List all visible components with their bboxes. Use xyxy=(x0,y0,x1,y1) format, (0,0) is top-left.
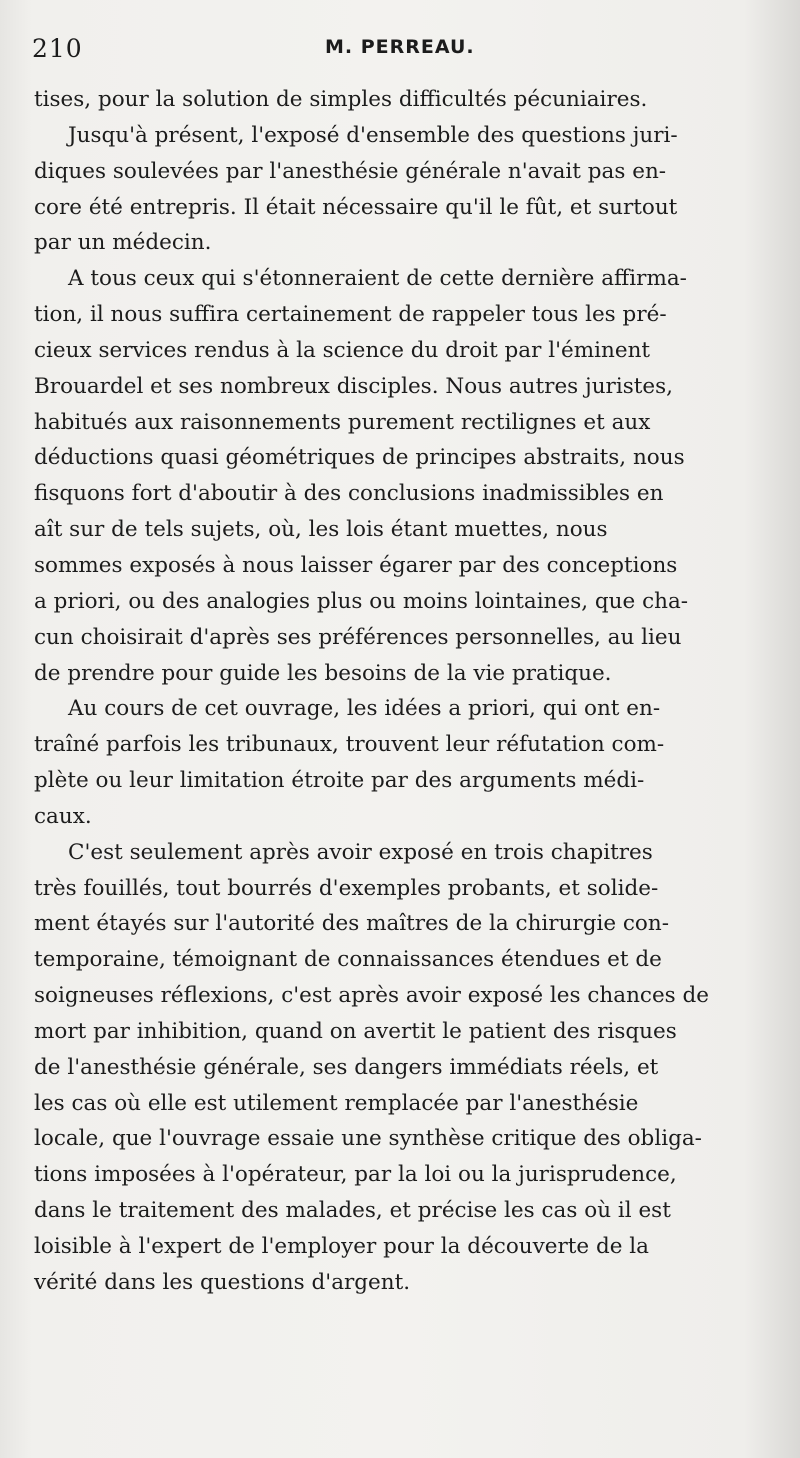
text-line: locale, que l'ouvrage essaie une synthèse critique des obliga- xyxy=(34,1126,702,1152)
text-line: Brouardel et ses nombreux disciples. Nous autres juristes, xyxy=(34,373,673,399)
text-line: core été entrepris. Il était nécessaire qu'il le fût, et surtout xyxy=(34,194,678,220)
text-line: tion, il nous suffira certainement de rappeler tous les pré- xyxy=(34,302,667,328)
text-line: très fouillés, tout bourrés d'exemples probants, et solide- xyxy=(34,875,659,901)
page-header xyxy=(0,34,800,74)
page-number: 210 xyxy=(32,34,83,63)
text-line: ment étayés sur l'autorité des maîtres de la chirurgie con- xyxy=(34,911,669,937)
text-line: les cas où elle est utilement remplacée par l'anesthésie xyxy=(34,1090,639,1116)
text-line: mort par inhibition, quand on avertit le patient des risques xyxy=(34,1018,677,1044)
running-head: M. PERREAU. xyxy=(325,36,475,58)
paragraph xyxy=(34,691,758,834)
text-line: loisible à l'expert de l'employer pour la découverte de la xyxy=(34,1234,649,1259)
text-line: soigneuses réflexions, c'est après avoir exposé les chances de xyxy=(34,983,710,1009)
text-line: sommes exposés à nous laisser égarer par des conceptions xyxy=(34,552,678,578)
text-line: aît sur de tels sujets, où, les lois étant muettes, nous xyxy=(34,517,608,543)
text-line: vérité dans les questions d'argent. xyxy=(34,1269,411,1295)
text-line: tions imposées à l'opérateur, par la loi ou la jurisprudence, xyxy=(34,1162,677,1188)
text-line: Jusqu'à présent, l'exposé d'ensemble des questions juri- xyxy=(68,122,678,148)
text-line: cun choisirait d'après ses préférences personnelles, au lieu xyxy=(34,624,682,650)
paragraph xyxy=(34,261,758,691)
text-line: traîné parfois les tribunaux, trouvent leur réfutation com- xyxy=(34,732,665,758)
body-text xyxy=(34,82,758,1301)
text-line: plète ou leur limitation étroite par des arguments médi- xyxy=(34,768,645,794)
text-line: par un médecin. xyxy=(34,230,212,256)
text-line: Au cours de cet ouvrage, les idées a priori, qui ont en- xyxy=(68,696,661,722)
text-line: a priori, ou des analogies plus ou moins lointaines, que cha- xyxy=(34,588,689,614)
text-line: fisquons fort d'aboutir à des conclusions inadmissibles en xyxy=(34,481,664,507)
paragraph xyxy=(34,835,758,1301)
text-line: habitués aux raisonnements purement rectilignes et aux xyxy=(34,409,651,435)
text-line: temporaine, témoignant de connaissances étendues et de xyxy=(34,947,662,973)
text-line: déductions quasi géométriques de principes abstraits, nous xyxy=(34,445,685,471)
text-line: de prendre pour guide les besoins de la vie pratique. xyxy=(34,660,612,686)
text-line: caux. xyxy=(34,803,92,829)
text-line: cieux services rendus à la science du droit par l'éminent xyxy=(34,337,651,363)
text-line: A tous ceux qui s'étonneraient de cette dernière affirma- xyxy=(68,266,687,292)
text-line: tises, pour la solution de simples difficultés pécuniaires. xyxy=(34,87,648,112)
text-line: diques soulevées par l'anesthésie générale n'avait pas en- xyxy=(34,158,667,184)
paragraph xyxy=(34,118,758,261)
text-line: de l'anesthésie générale, ses dangers immédiats réels, et xyxy=(34,1054,659,1080)
text-line: dans le traitement des malades, et précise les cas où il est xyxy=(34,1198,671,1224)
paragraph xyxy=(34,82,758,118)
text-line: C'est seulement après avoir exposé en trois chapitres xyxy=(68,839,653,865)
